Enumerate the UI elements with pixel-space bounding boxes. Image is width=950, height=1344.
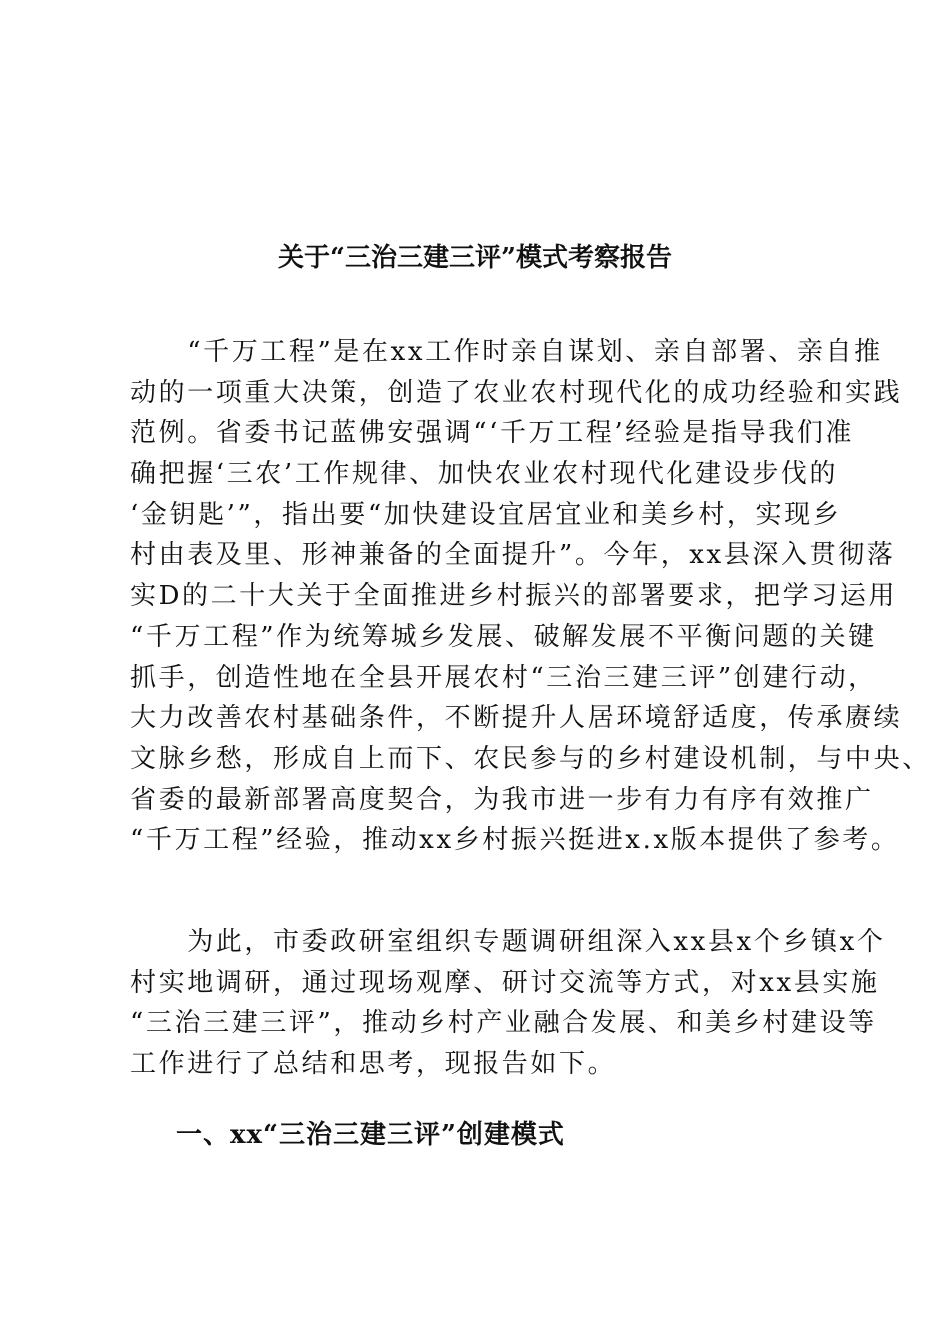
paragraph-line: 确把握‘三农’工作规律、加快农业农村现代化建设步伐的: [130, 459, 839, 490]
paragraph-line: 抓手，创造性地在全县开展农村“三治三建三评”创建行动，: [130, 662, 877, 693]
paragraph-line: 实D的二十大关于全面推进乡村振兴的部署要求，把学习运用: [130, 581, 898, 612]
paragraph-line: 范例。省委书记蓝佛安强调“‘千万工程’经验是指导我们准: [130, 418, 855, 449]
paragraph-line: “三治三建三评”，推动乡村产业融合发展、和美乡村建设等: [130, 1008, 877, 1039]
paragraph-line: “千万工程”作为统筹城乡发展、破解发展不平衡问题的关键: [130, 621, 877, 652]
section-heading: 一、xx“三治三建三评”创建模式: [176, 1120, 565, 1150]
paragraph-line: 省委的最新部署高度契合，为我市进一步有力有序有效推广: [130, 784, 874, 815]
paragraph-line: 村实地调研，通过现场观摩、研讨交流等方式，对xx县实施: [130, 967, 880, 998]
intro-paragraph: [130, 332, 931, 861]
paragraph-line: 动的一项重大决策，创造了农业农村现代化的成功经验和实践: [130, 377, 903, 408]
paragraph-line: 为此，市委政研室组织专题调研组深入xx县x个乡镇x个: [130, 927, 886, 957]
paragraph-line: “千万工程”经验，推动xx乡村振兴挺进x.x版本提供了参考。: [130, 825, 900, 856]
method-paragraph: [130, 922, 886, 1085]
paragraph-line: 工作进行了总结和思考，现报告如下。: [130, 1049, 617, 1080]
paragraph-line: 文脉乡愁，形成自上而下、农民参与的乡村建设机制，与中央、: [130, 743, 931, 774]
paragraph-line: 村由表及里、形神兼备的全面提升”。今年，xx县深入贯彻落: [130, 540, 896, 571]
paragraph-line: 大力改善农村基础条件，不断提升人居环境舒适度，传承赓续: [130, 703, 903, 734]
paragraph-line: ‘金钥匙’”，指出要“加快建设宜居宜业和美乡村，实现乡: [130, 499, 842, 530]
document-title: 关于“三治三建三评”模式考察报告: [278, 243, 672, 273]
paragraph-line: “千万工程”是在xx工作时亲自谋划、亲自部署、亲自推: [130, 337, 883, 367]
